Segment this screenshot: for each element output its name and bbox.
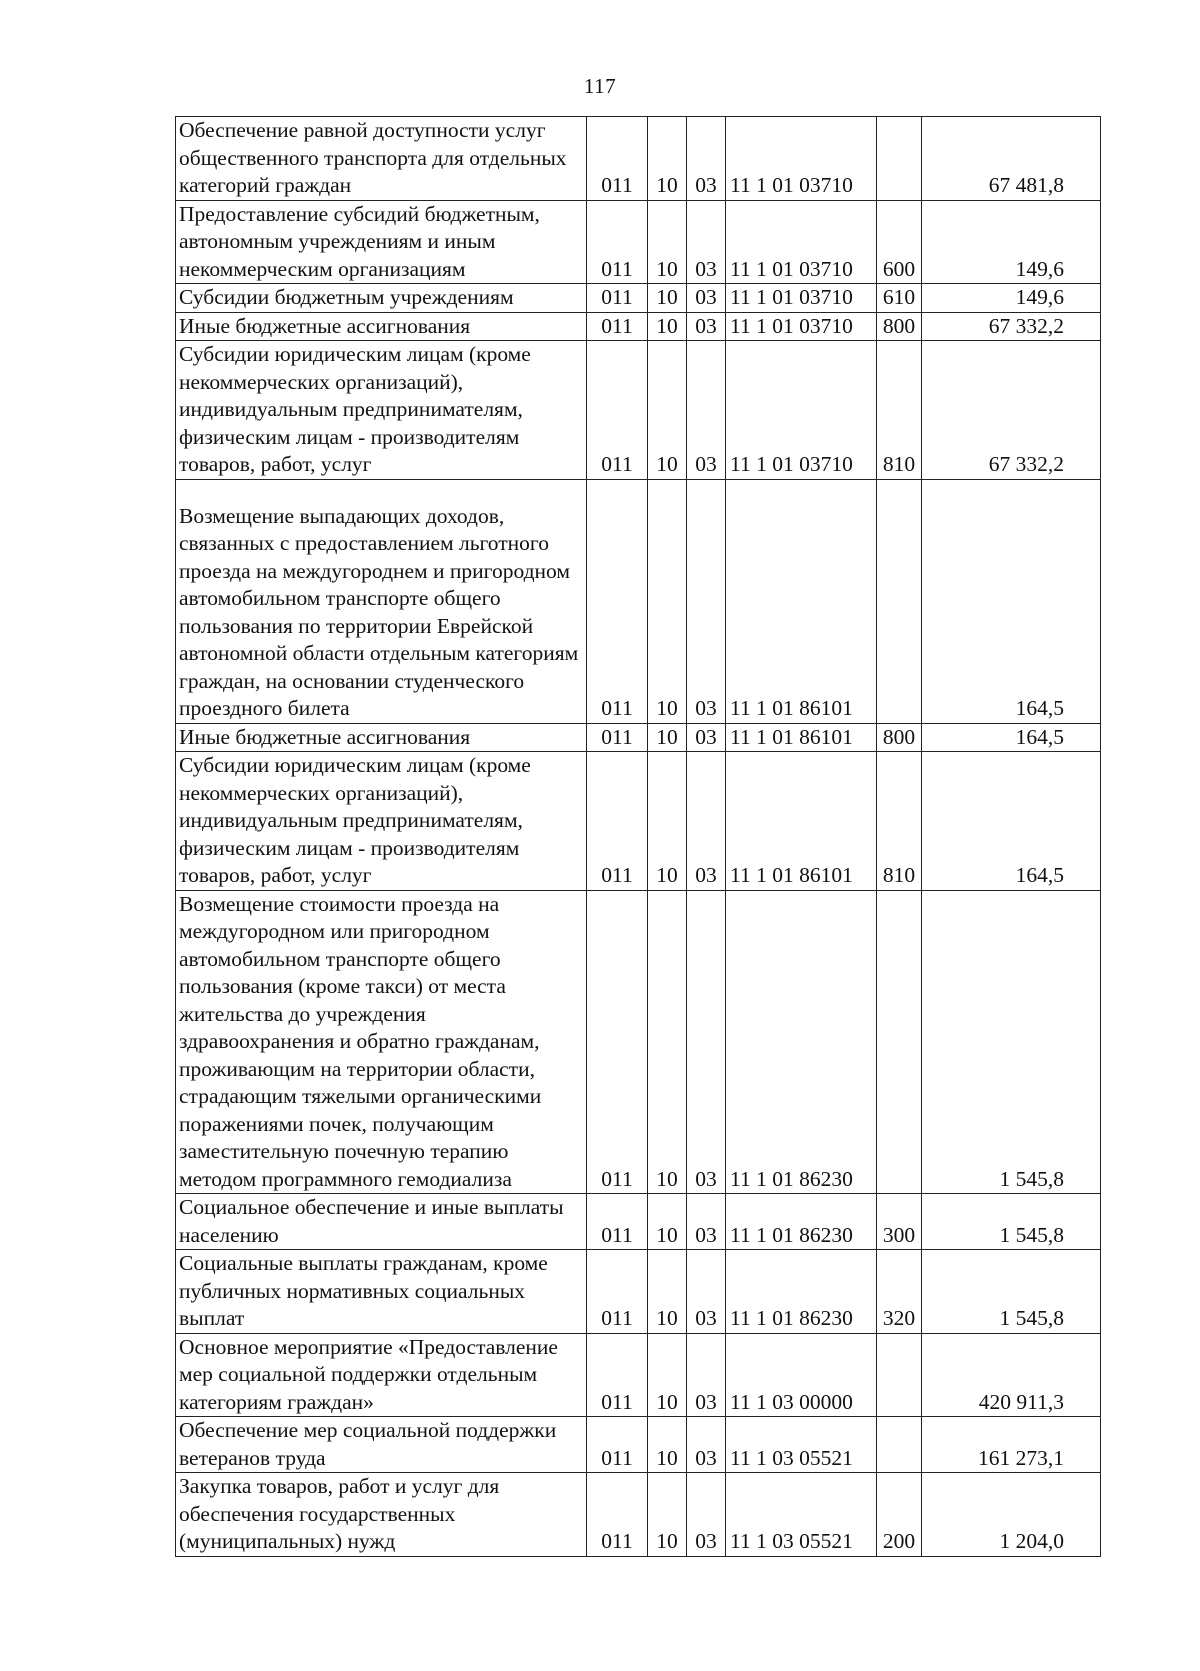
row-subsection: 03 [687, 1473, 726, 1557]
row-code: 011 [587, 284, 648, 313]
row-code: 011 [587, 1194, 648, 1250]
row-name: Обеспечение равной доступности услуг общественного транспорта для отдельных категорий граждан [176, 117, 587, 201]
row-subsection: 03 [687, 1250, 726, 1334]
table-row [176, 117, 1101, 201]
row-csr: 11 1 01 86101 [726, 479, 877, 723]
row-vr [877, 890, 922, 1194]
row-section: 10 [648, 341, 687, 480]
table-row [176, 200, 1101, 284]
row-subsection: 03 [687, 752, 726, 891]
row-name: Субсидии юридическим лицам (кроме некоммерческих организаций), индивидуальным предпринимателям, физическим лицам - производителям товаров, работ, услуг [176, 752, 587, 891]
row-vr [877, 1417, 922, 1473]
row-vr: 800 [877, 723, 922, 752]
row-name: Социальное обеспечение и иные выплаты населению [176, 1194, 587, 1250]
row-section: 10 [648, 1473, 687, 1557]
row-name: Предоставление субсидий бюджетным, автономным учреждениям и иным некоммерческим организациям [176, 200, 587, 284]
row-csr: 11 1 01 03710 [726, 312, 877, 341]
row-name: Субсидии юридическим лицам (кроме некоммерческих организаций), индивидуальным предпринимателям, физическим лицам - производителям товаров, работ, услуг [176, 341, 587, 480]
row-vr: 800 [877, 312, 922, 341]
row-sum: 67 332,2 [922, 341, 1101, 480]
page-number: 117 [583, 74, 617, 98]
row-subsection: 03 [687, 200, 726, 284]
row-sum: 1 545,8 [922, 1194, 1101, 1250]
row-section: 10 [648, 312, 687, 341]
row-subsection: 03 [687, 312, 726, 341]
row-sum: 1 545,8 [922, 1250, 1101, 1334]
table-row [176, 723, 1101, 752]
row-section: 10 [648, 1194, 687, 1250]
row-sum: 149,6 [922, 200, 1101, 284]
row-subsection: 03 [687, 1194, 726, 1250]
row-subsection: 03 [687, 284, 726, 313]
row-name: Иные бюджетные ассигнования [176, 723, 587, 752]
row-csr: 11 1 01 03710 [726, 117, 877, 201]
row-section: 10 [648, 284, 687, 313]
row-subsection: 03 [687, 723, 726, 752]
row-subsection: 03 [687, 341, 726, 480]
row-code: 011 [587, 200, 648, 284]
row-vr: 810 [877, 752, 922, 891]
row-subsection: 03 [687, 479, 726, 723]
row-code: 011 [587, 117, 648, 201]
budget-table [175, 116, 1101, 1557]
row-csr: 11 1 01 86230 [726, 890, 877, 1194]
row-section: 10 [648, 1333, 687, 1417]
row-section: 10 [648, 723, 687, 752]
row-vr [877, 479, 922, 723]
row-csr: 11 1 01 86230 [726, 1250, 877, 1334]
table-row [176, 284, 1101, 313]
row-vr: 200 [877, 1473, 922, 1557]
table-row [176, 479, 1101, 723]
row-sum: 67 481,8 [922, 117, 1101, 201]
row-csr: 11 1 01 86230 [726, 1194, 877, 1250]
row-sum: 1 545,8 [922, 890, 1101, 1194]
row-name: Закупка товаров, работ и услуг для обеспечения государственных (муниципальных) нужд [176, 1473, 587, 1557]
row-section: 10 [648, 479, 687, 723]
row-vr [877, 117, 922, 201]
row-name: Обеспечение мер социальной поддержки ветеранов труда [176, 1417, 587, 1473]
table-row [176, 890, 1101, 1194]
row-vr: 610 [877, 284, 922, 313]
row-code: 011 [587, 479, 648, 723]
row-sum: 164,5 [922, 479, 1101, 723]
row-subsection: 03 [687, 890, 726, 1194]
row-vr: 300 [877, 1194, 922, 1250]
table-row [176, 1473, 1101, 1557]
row-name: Субсидии бюджетным учреждениям [176, 284, 587, 313]
row-csr: 11 1 01 86101 [726, 752, 877, 891]
row-csr: 11 1 03 05521 [726, 1473, 877, 1557]
row-subsection: 03 [687, 117, 726, 201]
row-subsection: 03 [687, 1333, 726, 1417]
table-row [176, 1250, 1101, 1334]
row-vr: 810 [877, 341, 922, 480]
table-row [176, 312, 1101, 341]
row-csr: 11 1 01 03710 [726, 284, 877, 313]
row-name: Социальные выплаты гражданам, кроме публичных нормативных социальных выплат [176, 1250, 587, 1334]
row-csr: 11 1 01 03710 [726, 200, 877, 284]
row-code: 011 [587, 890, 648, 1194]
row-section: 10 [648, 1250, 687, 1334]
row-code: 011 [587, 1473, 648, 1557]
table-row [176, 1194, 1101, 1250]
row-csr: 11 1 01 03710 [726, 341, 877, 480]
row-sum: 420 911,3 [922, 1333, 1101, 1417]
row-code: 011 [587, 1333, 648, 1417]
table-row [176, 1333, 1101, 1417]
row-name: Возмещение стоимости проезда на междугородном или пригородном автомобильном транспорте общего пользования (кроме такси) от места жительства до учреждения здравоохранения и обратно гражданам, проживающим на территории области, страдающим тяжелыми органическими поражениями почек, получающим заместительную почечную терапию методом программного гемодиализа [176, 890, 587, 1194]
row-code: 011 [587, 1250, 648, 1334]
row-vr: 320 [877, 1250, 922, 1334]
table-row [176, 752, 1101, 891]
row-csr: 11 1 03 05521 [726, 1417, 877, 1473]
row-section: 10 [648, 890, 687, 1194]
row-sum: 161 273,1 [922, 1417, 1101, 1473]
row-name: Основное мероприятие «Предоставление мер социальной поддержки отдельным категориям граждан» [176, 1333, 587, 1417]
row-section: 10 [648, 752, 687, 891]
row-code: 011 [587, 752, 648, 891]
row-code: 011 [587, 312, 648, 341]
row-csr: 11 1 01 86101 [726, 723, 877, 752]
row-name: Возмещение выпадающих доходов, связанных с предоставлением льготного проезда на междугороднем и пригородном автомобильном транспорте общего пользования по территории Еврейской автономной области отдельным категориям граждан, на основании студенческого проездного билета [176, 479, 587, 723]
row-code: 011 [587, 723, 648, 752]
row-csr: 11 1 03 00000 [726, 1333, 877, 1417]
row-section: 10 [648, 117, 687, 201]
row-vr: 600 [877, 200, 922, 284]
row-vr [877, 1333, 922, 1417]
row-sum: 1 204,0 [922, 1473, 1101, 1557]
row-code: 011 [587, 341, 648, 480]
row-sum: 164,5 [922, 752, 1101, 891]
row-sum: 149,6 [922, 284, 1101, 313]
row-sum: 67 332,2 [922, 312, 1101, 341]
row-name: Иные бюджетные ассигнования [176, 312, 587, 341]
row-section: 10 [648, 200, 687, 284]
row-sum: 164,5 [922, 723, 1101, 752]
table-row [176, 1417, 1101, 1473]
row-code: 011 [587, 1417, 648, 1473]
row-section: 10 [648, 1417, 687, 1473]
table-row [176, 341, 1101, 480]
row-subsection: 03 [687, 1417, 726, 1473]
